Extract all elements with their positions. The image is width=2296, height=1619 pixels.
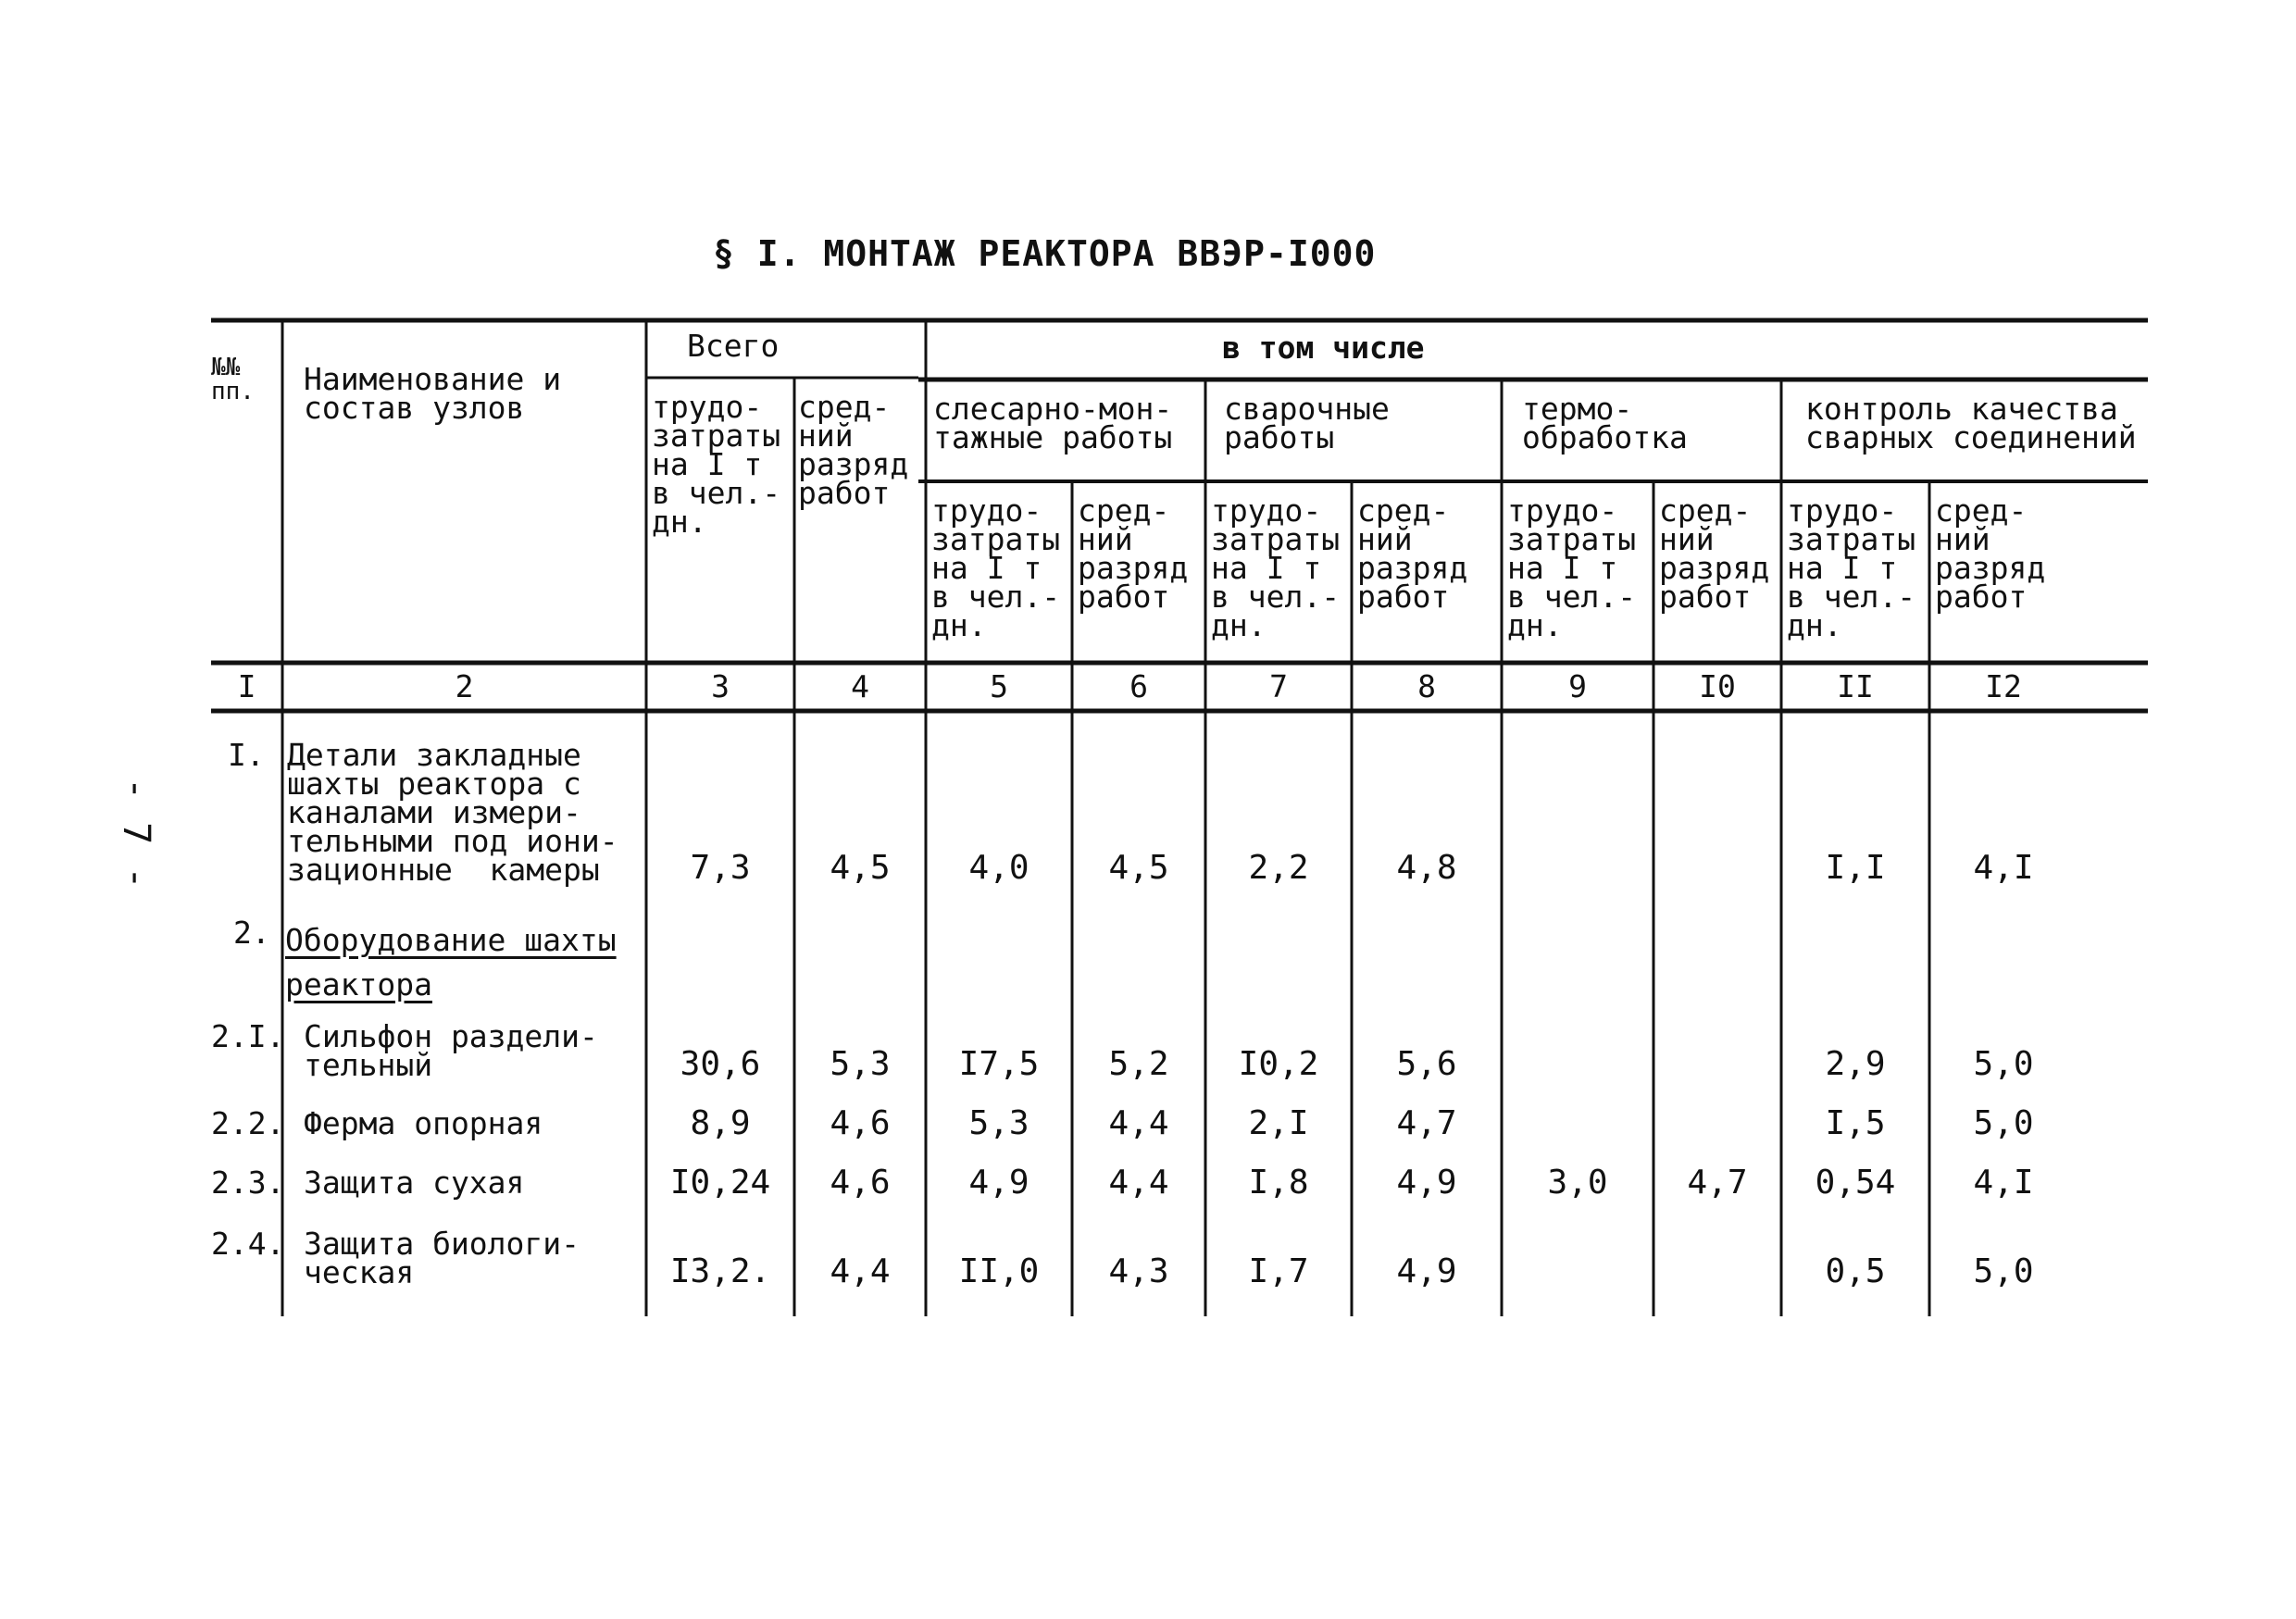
row-number: 2. (233, 915, 270, 951)
col-number: 6 (1129, 668, 1148, 704)
header-labor-heat: трудо- затраты на I т в чел.- дн. (1507, 492, 1637, 643)
row-value: 7,3 (690, 849, 751, 887)
col-number: I (237, 668, 256, 704)
row-value: 5,0 (1973, 1104, 2034, 1142)
row-name: Детали закладные шахты реактора с каналами измери- тельными под иони- зационные камеры (287, 737, 618, 888)
row-value: 2,2 (1248, 849, 1309, 887)
row-value: 4,5 (1108, 849, 1169, 887)
row-value: 4,I (1973, 849, 2034, 887)
section-title: § I. МОНТАЖ РЕАКТОРА ВВЭР-I000 (713, 233, 1377, 274)
row-name: Защита биологи- ческая (304, 1226, 580, 1290)
row-number: 2.3. (211, 1164, 285, 1201)
col-number: 9 (1568, 668, 1587, 704)
header-col-name: Наименование и состав узлов (304, 361, 562, 426)
header-col-no: №№ пп. (211, 354, 255, 405)
row-value: 4,I (1973, 1164, 2034, 1202)
page-number: - 7 - (115, 778, 157, 890)
col-number: I0 (1699, 668, 1736, 704)
row-value: 4,8 (1396, 849, 1457, 887)
row-value: 5,0 (1973, 1252, 2034, 1290)
col-number: 8 (1417, 668, 1436, 704)
header-labor-assembly: трудо- затраты на I т в чел.- дн. (931, 492, 1061, 643)
header-total: Всего (687, 328, 780, 364)
row-name-group: Оборудование шахты реактора (285, 922, 617, 1003)
row-value: 4,5 (830, 849, 891, 887)
header-grade-welding: сред- ний разряд работ (1357, 492, 1468, 615)
header-labor-welding: трудо- затраты на I т в чел.- дн. (1211, 492, 1341, 643)
row-value: 4,6 (830, 1104, 891, 1142)
row-value: 5,3 (968, 1104, 1029, 1142)
row-number: 2.2. (211, 1105, 285, 1141)
header-grade-total: сред- ний разряд работ (798, 389, 909, 511)
row-value: I0,2 (1238, 1045, 1319, 1083)
row-value: 5,0 (1973, 1045, 2034, 1083)
row-value: I,8 (1248, 1164, 1309, 1202)
header-group-heat-treatment: термо- обработка (1522, 391, 1688, 455)
row-number: 2.I. (211, 1018, 285, 1054)
row-value: II,0 (958, 1252, 1040, 1290)
row-name: Защита сухая (304, 1164, 525, 1201)
header-group-welding: сварочные работы (1224, 391, 1390, 455)
row-value: 5,6 (1396, 1045, 1457, 1083)
row-value: 4,9 (968, 1164, 1029, 1202)
header-including: в том числе (1222, 330, 1425, 366)
row-value: 4,9 (1396, 1164, 1457, 1202)
col-number: I2 (1985, 668, 2022, 704)
row-value: 5,3 (830, 1045, 891, 1083)
row-name: Ферма опорная (304, 1105, 543, 1141)
col-number: 2 (455, 668, 474, 704)
row-value: 2,I (1248, 1104, 1309, 1142)
header-labor-total: трудо- затраты на I т в чел.- дн. (652, 389, 781, 540)
row-value: 8,9 (690, 1104, 751, 1142)
row-value: 4,0 (968, 849, 1029, 887)
row-value: I,5 (1825, 1104, 1886, 1142)
row-value: 4,3 (1108, 1252, 1169, 1290)
row-value: 4,4 (1108, 1164, 1169, 1202)
row-value: 5,2 (1108, 1045, 1169, 1083)
row-value: I3,2. (669, 1252, 771, 1290)
header-group-quality-control: контроль качества сварных соединений (1805, 391, 2137, 455)
row-value: I7,5 (958, 1045, 1040, 1083)
header-grade-assembly: сред- ний разряд работ (1078, 492, 1189, 615)
row-value: 0,54 (1815, 1164, 1896, 1202)
row-name: Сильфон раздели- тельный (304, 1018, 598, 1083)
row-value: 0,5 (1825, 1252, 1886, 1290)
row-value: 4,7 (1687, 1164, 1748, 1202)
col-number: 3 (711, 668, 730, 704)
row-number: 2.4. (211, 1226, 285, 1262)
row-value: I,7 (1248, 1252, 1309, 1290)
header-grade-heat: сред- ний разряд работ (1659, 492, 1770, 615)
row-value: 4,7 (1396, 1104, 1457, 1142)
row-value: I,I (1825, 849, 1886, 887)
col-number: 7 (1269, 668, 1288, 704)
row-value: 3,0 (1547, 1164, 1608, 1202)
col-number: 5 (990, 668, 1008, 704)
header-group-assembly: слесарно-мон- тажные работы (933, 391, 1173, 455)
col-number: 4 (851, 668, 869, 704)
col-number: II (1837, 668, 1874, 704)
row-value: 4,4 (830, 1252, 891, 1290)
row-value: 30,6 (680, 1045, 761, 1083)
row-number: I. (228, 737, 265, 773)
header-labor-control: трудо- затраты на I т в чел.- дн. (1787, 492, 1916, 643)
row-value: 2,9 (1825, 1045, 1886, 1083)
row-value: 4,9 (1396, 1252, 1457, 1290)
header-grade-control: сред- ний разряд работ (1935, 492, 2046, 615)
row-value: 4,6 (830, 1164, 891, 1202)
row-value: 4,4 (1108, 1104, 1169, 1142)
row-value: I0,24 (669, 1164, 771, 1202)
